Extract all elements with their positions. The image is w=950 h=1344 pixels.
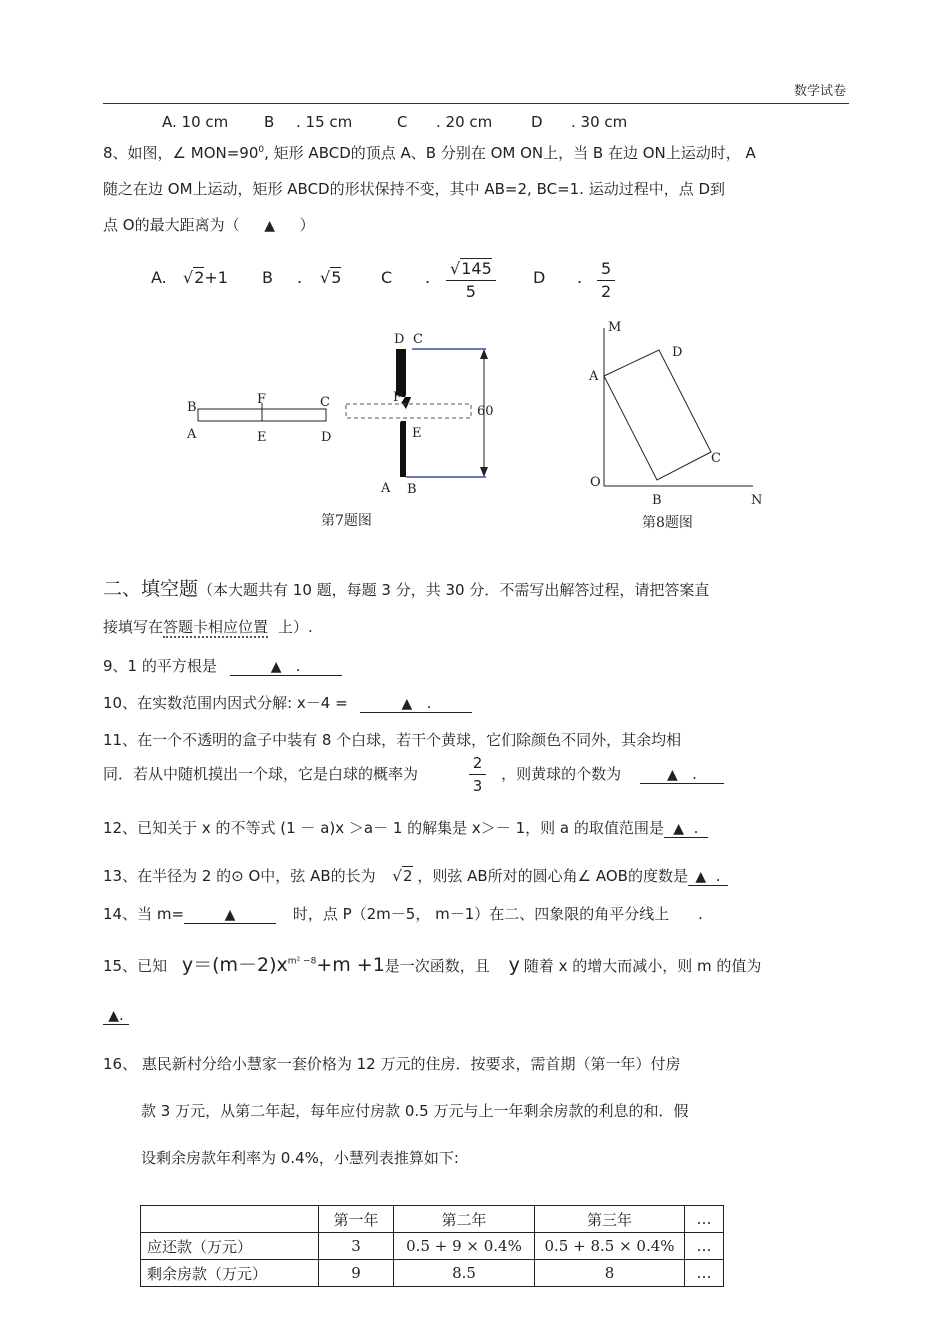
fig8-label-m: M [608, 320, 622, 335]
table-cell: 3 [319, 1233, 394, 1260]
fig7-label-f2: F [393, 390, 403, 405]
q11-line-1: 11、在一个不透明的盒子中装有 8 个白球，若干个黄球，它们除颜色不同外，其余均相 [103, 731, 682, 749]
table-header-cell [141, 1206, 319, 1233]
table-header-cell: 第二年 [394, 1206, 535, 1233]
fig7-label-d2: D [394, 332, 405, 347]
fig8-rectangle [604, 350, 711, 480]
q16-line-3: 设剩余房款年利率为 0.4%，小慧列表推算如下: [141, 1149, 459, 1167]
q8-option-a-expression: √2+1 [183, 268, 228, 287]
q9: 9、1 的平方根是 ▲ . [103, 655, 342, 676]
table-row [141, 1233, 724, 1260]
fig7-label-f: F [257, 392, 267, 407]
table-cell: 8 [535, 1260, 685, 1287]
q8-option-d-label: D [533, 268, 546, 287]
table-cell: 剩余房款（万元） [141, 1260, 319, 1287]
fig8-caption: 第8题图 [642, 515, 693, 531]
table-cell: 9 [319, 1260, 394, 1287]
table-cell: 8.5 [394, 1260, 535, 1287]
q8-option-b-dot: . [297, 268, 303, 287]
fig7-dashed-strip [346, 404, 471, 418]
q12-answer-blank: ▲ . [664, 820, 708, 838]
q7-option-d-value: . 30 cm [571, 113, 628, 131]
q16-table [140, 1205, 724, 1287]
section2-heading [103, 574, 709, 601]
q13: 13、在半径为 2 的⊙ O中，弦 AB的长为 √2 ，则弦 AB所对的圆心角∠ AOB的度数是 ▲ . [103, 865, 728, 886]
fig7-height-label: 60 [477, 404, 494, 419]
q8-option-a-label: A. [151, 268, 167, 287]
q7-option-b-value: . 15 cm [296, 113, 353, 131]
q16-line-1: 16、 惠民新村分给小慧家一套价格为 12 万元的住房．按要求，需首期（第一年）付房 [103, 1055, 681, 1073]
fig7-label-e2: E [412, 426, 422, 441]
fig8-label-o: O [590, 475, 601, 490]
q12: 12、已知关于 x 的不等式 (1 － a)x ＞a－ 1 的解集是 x＞－ 1，则 a 的取值范围是 ▲ . [103, 817, 708, 838]
q14-answer-blank: ▲ [184, 906, 276, 924]
q15-answer-blank: ▲. [103, 1007, 129, 1025]
q16-line-2: 款 3 万元，从第二年起，每年应付房款 0.5 万元与上一年剩余房款的利息的和．假 [141, 1102, 689, 1120]
figure-7 [180, 325, 510, 505]
header-rule [103, 103, 849, 104]
q11-answer-blank: ▲ . [640, 766, 724, 784]
q11-fraction: $\frac{2}{3}$ [469, 752, 487, 797]
table-cell: 0.5 + 8.5 × 0.4% [535, 1233, 685, 1260]
table-header-cell: … [685, 1206, 724, 1233]
fig7-caption: 第7题图 [321, 513, 372, 529]
q8-option-d-dot: . [577, 268, 583, 287]
q9-answer-blank: ▲ . [230, 658, 342, 676]
q8-option-b-label: B [262, 268, 273, 287]
q14: 14、当 m= ▲ 时，点 P（2m－5， m－1）在二、四象限的角平分线上 . [103, 905, 703, 923]
fig7-label-d: D [321, 430, 332, 445]
fig8-label-n: N [751, 493, 763, 508]
q15: 15、已知 $y=(m-2)x^{m^2 -8}+m +1$是一次函数，且 y 随着 x 的增大而减小，则 m 的值为 [103, 954, 762, 976]
fig7-label-b: B [187, 400, 197, 415]
table-cell: … [685, 1260, 724, 1287]
fig8-label-b: B [652, 493, 662, 508]
q8-option-c-dot: . [425, 268, 431, 287]
section2-desc-2: 接填写在答题卡相应位置 上）. [103, 618, 313, 636]
q15-answer [103, 1006, 129, 1025]
q8-line-3: 点 O的最大距离为（ ▲ ） [103, 216, 315, 234]
fig7-label-c: C [320, 395, 330, 410]
fig7-label-b2: B [407, 482, 417, 497]
q7-option-a: A. 10 cm [162, 113, 229, 131]
table-header-cell: 第三年 [535, 1206, 685, 1233]
figure-8 [585, 318, 775, 513]
q8-line-1: 8、如图，∠ $MON=90^0$, 矩形 ABCD的顶点 A、B 分别在 OM ON上，当 B 在边 ON上运动时， A [103, 144, 756, 162]
table-cell: 0.5 + 9 × 0.4% [394, 1233, 535, 1260]
q8-option-d-fraction: $\frac{5}{2}$ [597, 258, 615, 303]
section2-title: 二、填空题 [103, 578, 199, 600]
fig8-label-d: D [672, 345, 683, 360]
table-cell: … [685, 1233, 724, 1260]
q8-line-2: 随之在边 OM上运动，矩形 ABCD的形状保持不变，其中 AB=2, BC=1. 运动过程中，点 D到 [103, 180, 726, 198]
answer-triangle: ▲ [264, 218, 275, 234]
q13-radical: √2 [392, 867, 413, 885]
q11-line-2: 同．若从中随机摸出一个球，它是白球的概率为 $\frac{2}{3}$ ，则黄球的个数为 ▲ . [103, 752, 724, 797]
q10: 10、在实数范围内因式分解: x－4 = ▲ . [103, 692, 472, 713]
q7-option-d: D [531, 113, 543, 131]
q7-option-c: C [397, 113, 408, 131]
fig7-label-a2: A [381, 481, 391, 496]
q15-expression: $y=(m-2)x^{m^2 -8}+m +1$ [181, 954, 385, 976]
table-row [141, 1260, 724, 1287]
fig8-label-c: C [711, 451, 721, 466]
q8-option-b-expression: √5 [320, 268, 342, 287]
q8-option-c-fraction: $\frac{√145}{5}$ [446, 258, 496, 303]
fig8-label-a: A [589, 369, 599, 384]
q10-answer-blank: ▲ . [360, 695, 472, 713]
table-header-cell: 第一年 [319, 1206, 394, 1233]
q8-option-c-label: C [381, 268, 393, 287]
page-header-title: 数学试卷 [793, 84, 846, 99]
table-header-row [141, 1206, 724, 1233]
fig7-label-e: E [257, 430, 267, 445]
q13-answer-blank: ▲ . [688, 868, 728, 886]
table-cell: 应还款（万元） [141, 1233, 319, 1260]
section2-desc-1: （本大题共有 10 题，每题 3 分，共 30 分．不需写出解答过程，请把答案直 [198, 581, 710, 599]
q7-option-b: B [264, 113, 275, 131]
fig7-label-c2: C [413, 332, 423, 347]
fig7-label-a: A [187, 427, 197, 442]
q7-option-c-value: . 20 cm [436, 113, 493, 131]
